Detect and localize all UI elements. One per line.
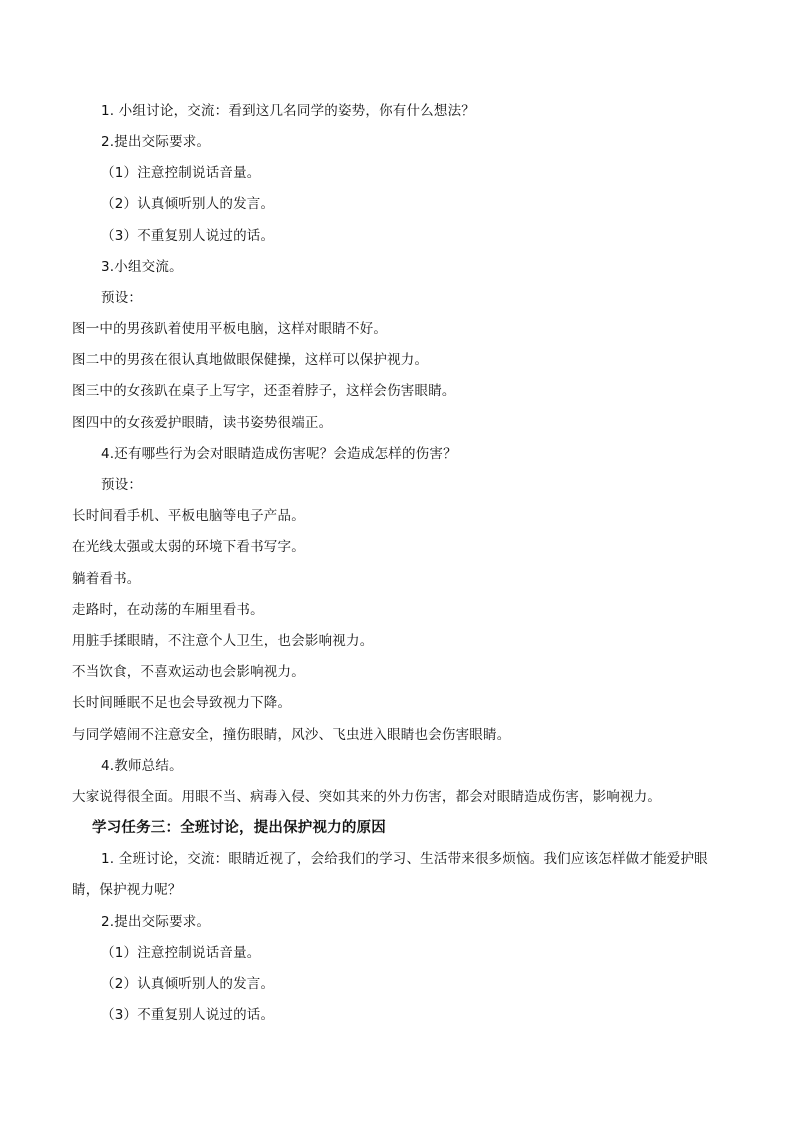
paragraph-line: 4.教师总结。 [101,758,183,774]
paragraph-line: 大家说得很全面。用眼不当、病毒入侵、突如其来的外力伤害，都会对眼睛造成伤害，影响视力。 [72,789,662,805]
paragraph-line: 长时间睡眠不足也会导致视力下降。 [72,695,292,711]
paragraph-line: 图三中的女孩趴在桌子上写字，还歪着脖子，这样会伤害眼睛。 [72,383,456,399]
section-heading: 学习任务三：全班讨论，提出保护视力的原因 [92,820,386,836]
paragraph-line: （1）注意控制说话音量。 [101,945,261,961]
paragraph-line: （3）不重复别人说过的话。 [101,228,275,244]
paragraph-line: 预设： [101,290,143,306]
paragraph-line: 图四中的女孩爱护眼睛，读书姿势很端正。 [72,415,333,431]
paragraph-line: （2）认真倾听别人的发言。 [101,976,275,992]
paragraph-line: 与同学嬉闹不注意安全，撞伤眼睛，风沙、飞虫进入眼睛也会伤害眼睛。 [72,727,511,743]
paragraph-line: （3）不重复别人说过的话。 [101,1007,275,1023]
paragraph-line: 4.还有哪些行为会对眼睛造成伤害呢？会造成怎样的伤害？ [101,446,457,462]
paragraph-line: 走路时，在动荡的车厢里看书。 [72,602,264,618]
paragraph-line: 在光线太强或太弱的环境下看书写字。 [72,539,305,555]
paragraph-line: 1. 小组讨论，交流：看到这几名同学的姿势，你有什么想法？ [101,103,475,119]
paragraph-line: 用脏手揉眼睛，不注意个人卫生，也会影响视力。 [72,633,374,649]
paragraph-line: 图二中的男孩在很认真地做眼保健操，这样可以保护视力。 [72,352,429,368]
paragraph-line: 3.小组交流。 [101,259,183,275]
paragraph-line: （1）注意控制说话音量。 [101,165,261,181]
paragraph-line: 图一中的男孩趴着使用平板电脑，这样对眼睛不好。 [72,321,388,337]
paragraph-line: 躺着看书。 [72,571,141,587]
paragraph-line: 2.提出交际要求。 [101,134,211,150]
paragraph-line: 睛，保护视力呢？ [72,882,182,898]
paragraph-line: 长时间看手机、平板电脑等电子产品。 [72,508,305,524]
paragraph-line: 预设： [101,477,143,493]
paragraph-line: （2）认真倾听别人的发言。 [101,196,275,212]
paragraph-line: 1. 全班讨论，交流：眼睛近视了，会给我们的学习、生活带来很多烦恼。我们应该怎样做才能爱护眼 [101,851,708,867]
paragraph-line: 2.提出交际要求。 [101,914,211,930]
paragraph-line: 不当饮食，不喜欢运动也会影响视力。 [72,664,305,680]
